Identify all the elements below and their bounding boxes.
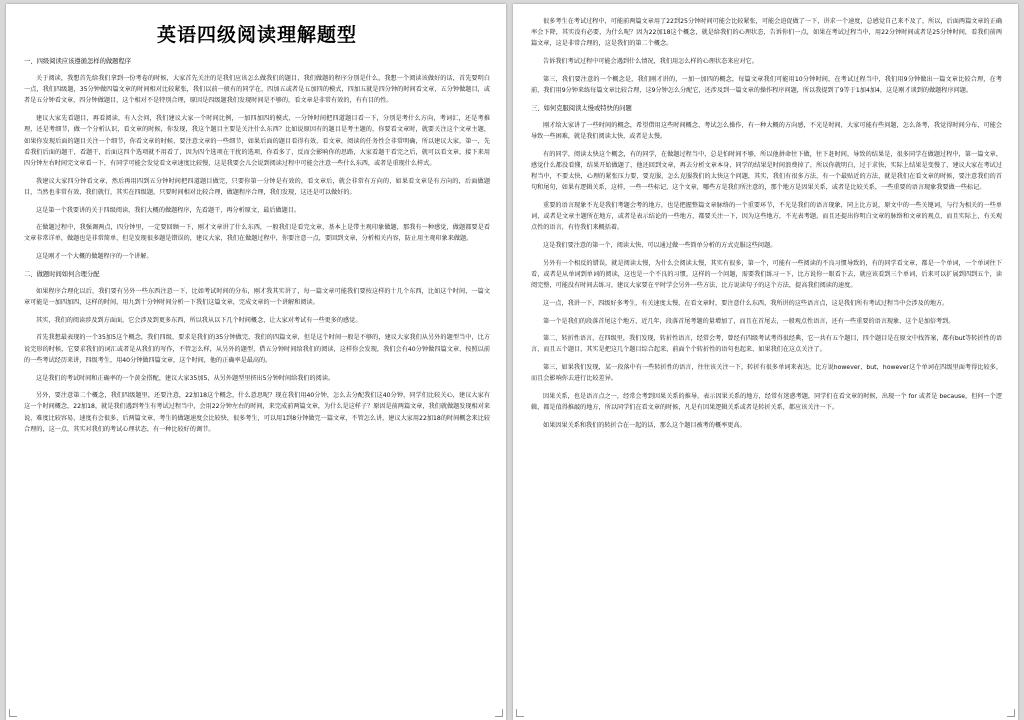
left-page-body bbox=[24, 56, 490, 435]
section-heading: 二、做题时间如何合理分配 bbox=[24, 270, 100, 278]
section-heading: 三、如何克服阅读太慢或特快的问题 bbox=[531, 104, 632, 112]
page-corner-mark bbox=[516, 709, 524, 717]
section-heading: 一、四级阅读应该遵循怎样的做题程序 bbox=[24, 58, 132, 65]
paragraph: 这是我们要注意的第一个，阅读太快，可以通过做一些简单分析的方式克服这些问题。 bbox=[543, 242, 777, 250]
paragraph: 这是刚才一个大概的做题程序的一个讲解。 bbox=[36, 253, 153, 261]
paragraph: 第一个是我们的段落首尾这个地方，近几年，段落首尾考题的量增加了，而且在首尾去，一般观点性语言，还有一些重要的语言现象，这个是加倍考到。 bbox=[543, 317, 955, 325]
paragraph: 第三，如果我们发现，某一段落中有一些转折性的语言，往往该关注一下，转折有很多单词来表达，比方说however，but，however这个单词在四级里面考得比较多，而且会影响你去进行比较差异。 bbox=[531, 364, 1002, 383]
paragraph: 另外有一个相反的错误，就是阅读太慢，为什么会阅读太慢，其实有很多，第一个，可能有一些阅读的不良习惯导致的，有的同学看文章，都是一个单词，一个单词往下看，或者是从单词到单词的阅读，这也是一个不良的习惯，这样的一个问题，需要我们练习一下，比方说你一眼看下去，就应该看到三个单词，后来可以扩展到四到五个，读阅完整，可能没有时间去练习，建议大家要在平时学会另外一些方法，比方说读句子的这个方法，提高我们阅读的速度。 bbox=[531, 259, 1002, 290]
paragraph: 有的同学，阅读太快这个概念，有的同学，在做题过程当中，总是怕时间不够，所以他拼命往下做，往下赶时间，导致的结果是，很多同学在做题过程中，第一篇文章，感觉什么都没看懂，结果开始做题了，他还回到文章，再去分析文章本身，同学的结果是时间浪费掉了，所以你就明白，过于求快，实际上结果是变慢了，建议大家在考试过程当中，不要太快，心理的紧张压力要，要克服，怎么克服我们的太快这个问题，其实，我们有很多方法，有一个最贴近的方法，就是我们在看文章的时候，要注意我们的首句和尾句，如果有逻辑关系，这样，一些一些标记，这个文章，哪些方是我们所注意的，那个地方是因果关系，或者是比较关系，一些重要的语言现象我要做一些标记。 bbox=[531, 150, 1002, 192]
paragraph: 这是第一个我要讲的关于四级阅读，我们大概的做题程序，先看题干，再分析原文，最后做题目。 bbox=[36, 206, 301, 214]
paragraph: 这一点，我讲一下，四级好多考生，有关速度太慢，在看文章时，要注意什么东西，我所讲的这些语言点，这是我们所有考试过程当中会涉及的地方。 bbox=[543, 299, 949, 307]
paragraph: 首先我想最表现的一个35加5这个概念，我们四级，要求是我们的35分钟做完，我们的四篇文章，但是这个时间一般是不够的，建议大家我们从另外的题型当中，比方说完形的时候，它要求我们的词汇或者是从我们的写作，不管怎么样，从另外的题型，借五分钟时间给我们的阅读，这样你会发现，我们会有40分钟做四篇文章，按照以前的一些考试经历来讲，四级考生，用40分钟做四篇文章，这个时间，他的正确率是最高的。 bbox=[24, 334, 490, 364]
paragraph: 刚才给大家讲了一些时间的概念，希望借用这些时间概念，考试怎么操作，有一种大概的方向感，不光是时间，大家可能有些问题，怎么备考，我觉得时间分布，可能会导致一些困难，就是我们阅读太快，或者是太慢。 bbox=[531, 121, 1002, 140]
paragraph: 告诉我们考试过程中可能会遇到什么情况，我们用怎么样的心理状态来应对它。 bbox=[543, 58, 758, 66]
paragraph: 其实，我们的阅读涉及到方面面，它会涉及到更多东西，所以我从以下几个时间概念，让大家对考试有一些更多的感觉。 bbox=[36, 316, 362, 324]
right-page-body bbox=[531, 16, 1002, 431]
paragraph: 重要的语言现象不光是我们考题会考的地方，也是把握整篇文章脉络的一个重要环节，不光是我们的语言现象，同上比方说，原文中的一些关键词，与行为相关的一些单词，或者是文章主题所在地方，或者是表示结论的一些地方，都要关注一下，因为这些地方，不光表考题，而且还提出你明白文章的脉络和文章的观点，而且实际上，有关观点性的语言，有待我们来概括着。 bbox=[531, 201, 1002, 232]
paragraph: 第三，我们要注意的一个概念是，我们刚才讲的，一加一加四的概念，每篇文章我们可能用10分钟时间，在考试过程当中，我们用9分钟做出一篇文章比较合理，在考前，我们用9分钟来练每篇文章比较合理，这9分钟怎么分配它，还涉及到一篇文章的操作程序问题，所以我提到了9等于1加4加4，这是刚才谈到的做题程序问题。 bbox=[531, 75, 1002, 95]
paragraph: 第二，转折性语言，在四级里，我们发现，转折性语言，经常会考，曾经有四级考试考得很经典，它一共有五个题目，四个题目是在原文中找答案，都有but等转折性的语言，而且五个题目，其实是把这几个题目综合起来，前面个个转折性的语句也起来，如果我们在这点关注了。 bbox=[531, 335, 1002, 354]
document-page-left bbox=[6, 4, 506, 720]
paragraph: 因果关系，也是语言点之一，经常会考到因果关系的推导，表示因果关系的地方，经常有迷惑考题，同学们在看文章的时候，出现一个 for 或者是 because，但何一个逻辑，都是值得推敲的地方，所以同学们在看文章的时候，凡是有因果逻辑关系或者是转折关系，都应该关注一下。 bbox=[531, 393, 1002, 412]
paragraph: 这是我们的考试时间和正确率的一个黄金搭配，建议大家35加5，从另外题型里挤出5分钟时间给我们的阅读。 bbox=[36, 374, 335, 382]
page-corner-mark bbox=[495, 709, 503, 717]
paragraph: 我建议大家四分钟看文章，然后再用四到五分钟时间把四道题目做完，只要你第一分钟是有效的，看文章后，就会非常有方向的，如果看文章是有方向的，后面做题目，当然也非常有效，我们就行，其实在四级题，只要时间相对比较合理，做题程序合理，我们发现，这还是可以做好的。 bbox=[24, 177, 490, 196]
paragraph: 另外，要注意第二个概念，我们四级题里，还要注意，22加18这个概念，什么意思呢？现在我们用40分钟，怎么去分配我们这40分钟，同学们比较关心，建议大家有这一个时间概念，22加18，就是我们遇到考生有考试过程当中，会用22分钟左右的时间，来完成前两篇文章，为什么是这样子？原因是前两篇文章，我们就做题发现相对来说，难度比较容易，速度有会很多，后两篇文章，考生的做题速度会比较快，很多考生，可以用1到8分钟做完一篇文章，不管怎么讲，建议大家用22加18的时间概念来比较合理的，这一点，其实对我们的考试心理状态，有一种比较好的调节。 bbox=[24, 392, 490, 433]
paragraph: 很多考生在考试过程中，可能前两篇文章用了22到25分钟时间可能会比较紧张，可能会迫促做了一下，讲求一个速度，总感觉自己来不及了，所以，后面两篇文章的正确率会下降，其实没有必要，为什么呢？因为22加18这个概念，就是给我们的心理状态，告诉你们一点，如果在考试过程当中，用22分钟时间或者是25分钟时间，看我们前两篇文章，这是非常合理的，这是我们的第二个概念。 bbox=[531, 18, 1002, 48]
page-corner-mark bbox=[1007, 709, 1015, 717]
document-title: 英语四级阅读理解题型 bbox=[156, 24, 357, 46]
document-page-right bbox=[513, 4, 1018, 720]
paragraph: 在做题过程中，我强调两点，四分钟里，一定要回顾一下，刚才文章讲了什么东西，一般我们是看完文章，基本上是带主观印象做题，那我有一种感觉，做题都要是看文章非常详单，做题也是非常简单，但是发现很多题是错误的，建议大家，我们在做题过程中，你要注意一点，要回到文章，分析相关内容，防止用主观印象来做题。 bbox=[24, 224, 490, 243]
page-corner-mark bbox=[9, 709, 17, 717]
paragraph: 建议大家先看题目，再看阅读，有人会问，我们建议大家一个时间比例，一加四加四的模式，一分钟时间把四道题目看一下，分别是考什么方向，考词汇，还是考推理，还是考细节，做一个分析认识，看文章的时候，你发现，我这个题目主要是关注什么东西？比如说原因有的题目是考主题的，你要看文章时，就要关注这个文章主题，如果你发现后面的题目关注一个细节，你看文章的时候，要注意文章的一些细节，如果后面的题目看得有效，看文章，阅读的任务性会非常明确，所以建议大家，第一，先看我们后面的题干，看题干，后面这四个选项就不用看了，因为四个选项在干扰的选项，你看多了，反而会影响你的思路，大家看题干看完之后，就可以看文章，接下来用四分钟左右时间完文章看一下，有同学可能会发觉看文章速度比较慢，这是我要会儿会说到阅读过程中可能会注意一些什么东西，或者是重现什么样式。 bbox=[24, 115, 490, 167]
paragraph: 如果程序合理化以后，我们要有另外一些东西注意一下，比如考试时间的分布，刚才我其实讲了，每一篇文章可能我们要按这样的十几个东西，比如这个时间，一篇文章可能是一加四加四，这样的时间，用九到十分钟时间分析一下我们这篇文章，完成文章的一个讲解和阅读。 bbox=[24, 287, 490, 307]
paragraph: 如果因果关系和我们的转折合在一起的话，那么这个题目被考的概率更高。 bbox=[543, 421, 746, 429]
paragraph: 关于阅读，我想首先给我们拿到一份考卷的时候，大家首先关注的是我们应该怎么做我们的题目，我们做题的程序分别是什么，我想一个阅读该做好的话，首先要明白一点，我们四级题，35分钟做四篇文章的时间相对比较紧张，我们以前一般有的同学在，四加五或者是五加四的模式，四加五就是四分钟的时间看文章，五分钟做题目，或者是五分钟看文章，四分钟做题目，这个相对不是特别合理，原因是四级题我们发现时间是不够的，看文章是非常有效的，有有目的性。 bbox=[24, 75, 490, 105]
